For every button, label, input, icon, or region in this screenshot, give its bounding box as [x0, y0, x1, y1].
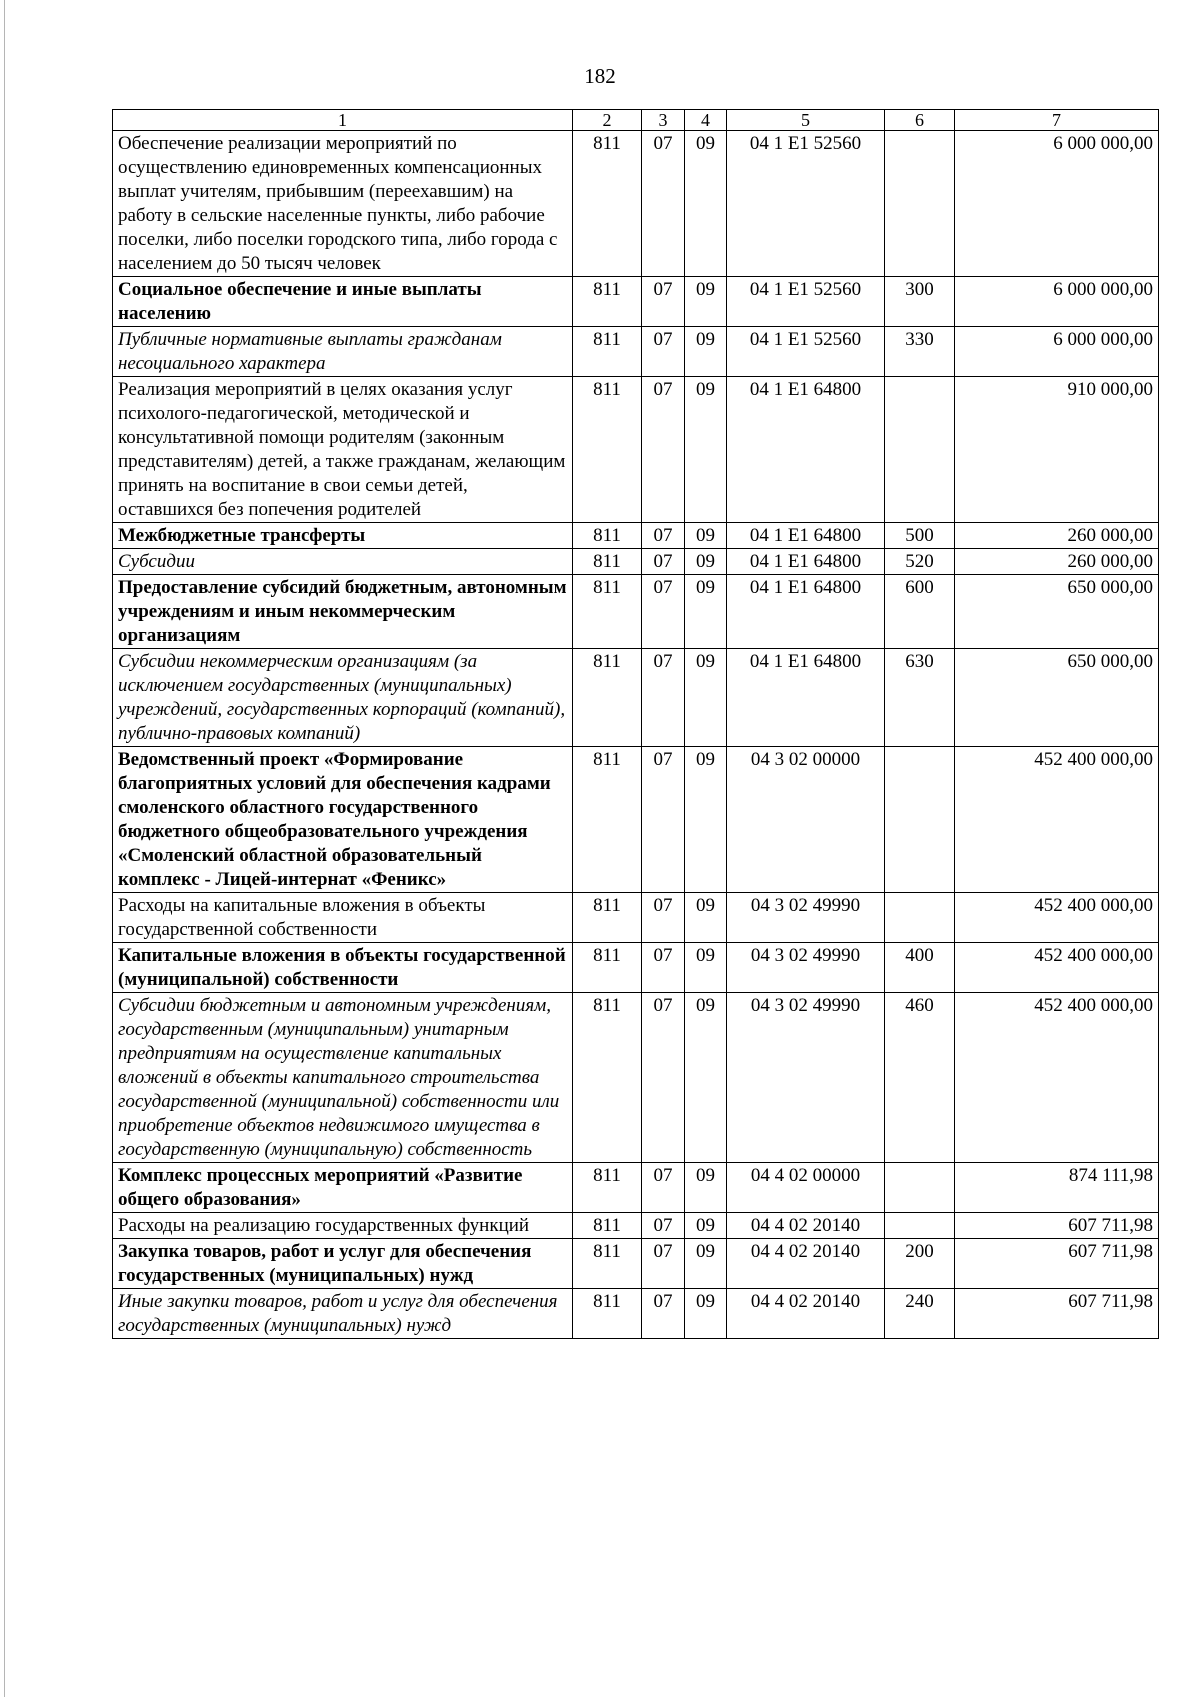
header-cell: 4 [685, 110, 727, 131]
row-gr-cell: 811 [573, 747, 642, 893]
row-sum-cell: 452 400 000,00 [955, 747, 1159, 893]
row-rz-cell: 07 [642, 327, 685, 377]
scan-edge [4, 0, 5, 1697]
row-vr-cell: 200 [885, 1239, 955, 1289]
header-cell: 5 [727, 110, 885, 131]
row-vr-cell [885, 377, 955, 523]
row-vr-cell: 500 [885, 523, 955, 549]
row-pr-cell: 09 [685, 523, 727, 549]
table-row [113, 1239, 1159, 1289]
row-vr-cell [885, 893, 955, 943]
row-gr-cell: 811 [573, 943, 642, 993]
row-name-cell: Реализация мероприятий в целях оказания услуг психолого-педагогической, методической и консультативной помощи родителям (законным представителям) детей, а также гражданам, желающим принять на воспитание в свои семьи детей, оставшихся без попечения родителей [113, 377, 573, 523]
table-row [113, 277, 1159, 327]
table-row [113, 943, 1159, 993]
row-sum-cell: 874 111,98 [955, 1163, 1159, 1213]
table-row [113, 549, 1159, 575]
row-pr-cell: 09 [685, 1239, 727, 1289]
row-name-cell: Социальное обеспечение и иные выплаты населению [113, 277, 573, 327]
row-kcsr-cell: 04 3 02 49990 [727, 943, 885, 993]
row-kcsr-cell: 04 1 E1 64800 [727, 649, 885, 747]
row-sum-cell: 607 711,98 [955, 1213, 1159, 1239]
row-pr-cell: 09 [685, 1289, 727, 1339]
row-vr-cell [885, 1213, 955, 1239]
row-rz-cell: 07 [642, 747, 685, 893]
row-pr-cell: 09 [685, 377, 727, 523]
row-sum-cell: 260 000,00 [955, 523, 1159, 549]
row-rz-cell: 07 [642, 993, 685, 1163]
row-gr-cell: 811 [573, 549, 642, 575]
row-pr-cell: 09 [685, 1213, 727, 1239]
row-sum-cell: 452 400 000,00 [955, 943, 1159, 993]
row-name-cell: Капитальные вложения в объекты государственной (муниципальной) собственности [113, 943, 573, 993]
row-rz-cell: 07 [642, 1213, 685, 1239]
row-kcsr-cell: 04 1 E1 64800 [727, 377, 885, 523]
row-gr-cell: 811 [573, 1239, 642, 1289]
row-vr-cell: 600 [885, 575, 955, 649]
row-name-cell: Расходы на реализацию государственных функций [113, 1213, 573, 1239]
row-sum-cell: 6 000 000,00 [955, 131, 1159, 277]
row-gr-cell: 811 [573, 523, 642, 549]
row-rz-cell: 07 [642, 549, 685, 575]
row-kcsr-cell: 04 4 02 20140 [727, 1289, 885, 1339]
table-row [113, 747, 1159, 893]
table-row [113, 649, 1159, 747]
row-sum-cell: 607 711,98 [955, 1289, 1159, 1339]
row-name-cell: Обеспечение реализации мероприятий по осуществлению единовременных компенсационных выплат учителям, прибывшим (переехавшим) на работу в сельские населенные пункты, либо рабочие поселки, либо поселки городского типа, либо города с населением до 50 тысяч человек [113, 131, 573, 277]
row-vr-cell: 630 [885, 649, 955, 747]
row-kcsr-cell: 04 1 E1 64800 [727, 523, 885, 549]
row-pr-cell: 09 [685, 943, 727, 993]
table-row [113, 1289, 1159, 1339]
row-kcsr-cell: 04 3 02 49990 [727, 993, 885, 1163]
row-vr-cell [885, 747, 955, 893]
row-gr-cell: 811 [573, 377, 642, 523]
row-sum-cell: 650 000,00 [955, 575, 1159, 649]
row-sum-cell: 260 000,00 [955, 549, 1159, 575]
row-name-cell: Иные закупки товаров, работ и услуг для обеспечения государственных (муниципальных) нужд [113, 1289, 573, 1339]
row-pr-cell: 09 [685, 1163, 727, 1213]
row-sum-cell: 452 400 000,00 [955, 893, 1159, 943]
budget-table [112, 109, 1159, 1339]
row-name-cell: Ведомственный проект «Формирование благоприятных условий для обеспечения кадрами смоленского областного государственного бюджетного общеобразовательного учреждения «Смоленский областной образовательный комплекс - Лицей-интернат «Феникс» [113, 747, 573, 893]
row-rz-cell: 07 [642, 1239, 685, 1289]
row-gr-cell: 811 [573, 131, 642, 277]
row-kcsr-cell: 04 1 E1 52560 [727, 327, 885, 377]
row-name-cell: Предоставление субсидий бюджетным, автономным учреждениям и иным некоммерческим организациям [113, 575, 573, 649]
table-body [113, 110, 1159, 1339]
row-pr-cell: 09 [685, 649, 727, 747]
row-kcsr-cell: 04 4 02 20140 [727, 1239, 885, 1289]
row-name-cell: Субсидии [113, 549, 573, 575]
row-gr-cell: 811 [573, 1213, 642, 1239]
row-vr-cell: 240 [885, 1289, 955, 1339]
row-kcsr-cell: 04 1 E1 64800 [727, 575, 885, 649]
row-pr-cell: 09 [685, 747, 727, 893]
row-pr-cell: 09 [685, 549, 727, 575]
row-rz-cell: 07 [642, 277, 685, 327]
row-gr-cell: 811 [573, 1163, 642, 1213]
row-kcsr-cell: 04 1 E1 64800 [727, 549, 885, 575]
row-gr-cell: 811 [573, 893, 642, 943]
row-sum-cell: 452 400 000,00 [955, 993, 1159, 1163]
row-name-cell: Закупка товаров, работ и услуг для обеспечения государственных (муниципальных) нужд [113, 1239, 573, 1289]
row-pr-cell: 09 [685, 327, 727, 377]
row-gr-cell: 811 [573, 575, 642, 649]
row-kcsr-cell: 04 4 02 20140 [727, 1213, 885, 1239]
row-sum-cell: 607 711,98 [955, 1239, 1159, 1289]
row-gr-cell: 811 [573, 1289, 642, 1339]
row-kcsr-cell: 04 3 02 49990 [727, 893, 885, 943]
row-vr-cell [885, 1163, 955, 1213]
row-kcsr-cell: 04 3 02 00000 [727, 747, 885, 893]
table-row [113, 131, 1159, 277]
table-row [113, 993, 1159, 1163]
row-vr-cell: 330 [885, 327, 955, 377]
table-header-row [113, 110, 1159, 131]
row-rz-cell: 07 [642, 943, 685, 993]
header-cell: 2 [573, 110, 642, 131]
row-pr-cell: 09 [685, 277, 727, 327]
row-name-cell: Субсидии некоммерческим организациям (за исключением государственных (муниципальных) учреждений, государственных корпораций (компаний), публично-правовых компаний) [113, 649, 573, 747]
row-rz-cell: 07 [642, 1163, 685, 1213]
table-row [113, 327, 1159, 377]
table-row [113, 1163, 1159, 1213]
row-gr-cell: 811 [573, 993, 642, 1163]
row-rz-cell: 07 [642, 1289, 685, 1339]
row-rz-cell: 07 [642, 131, 685, 277]
header-cell: 1 [113, 110, 573, 131]
row-rz-cell: 07 [642, 523, 685, 549]
row-vr-cell: 460 [885, 993, 955, 1163]
row-gr-cell: 811 [573, 327, 642, 377]
row-name-cell: Публичные нормативные выплаты гражданам несоциального характера [113, 327, 573, 377]
row-vr-cell [885, 131, 955, 277]
row-rz-cell: 07 [642, 649, 685, 747]
row-sum-cell: 910 000,00 [955, 377, 1159, 523]
row-vr-cell: 400 [885, 943, 955, 993]
row-rz-cell: 07 [642, 893, 685, 943]
table-row [113, 523, 1159, 549]
row-kcsr-cell: 04 1 E1 52560 [727, 131, 885, 277]
row-pr-cell: 09 [685, 131, 727, 277]
row-name-cell: Комплекс процессных мероприятий «Развитие общего образования» [113, 1163, 573, 1213]
row-sum-cell: 6 000 000,00 [955, 277, 1159, 327]
table-row [113, 377, 1159, 523]
row-kcsr-cell: 04 4 02 00000 [727, 1163, 885, 1213]
row-gr-cell: 811 [573, 277, 642, 327]
page-number: 182 [584, 64, 616, 88]
row-rz-cell: 07 [642, 575, 685, 649]
table-row [113, 575, 1159, 649]
row-name-cell: Субсидии бюджетным и автономным учреждениям, государственным (муниципальным) унитарным предприятиям на осуществление капитальных вложений в объекты капитального строительства государственной (муниципальной) собственности или приобретение объектов недвижимого имущества в государственную (муниципальную) собственность [113, 993, 573, 1163]
header-cell: 3 [642, 110, 685, 131]
row-name-cell: Межбюджетные трансферты [113, 523, 573, 549]
row-vr-cell: 520 [885, 549, 955, 575]
table-row [113, 893, 1159, 943]
table-row [113, 1213, 1159, 1239]
row-kcsr-cell: 04 1 E1 52560 [727, 277, 885, 327]
row-pr-cell: 09 [685, 893, 727, 943]
row-name-cell: Расходы на капитальные вложения в объекты государственной собственности [113, 893, 573, 943]
row-vr-cell: 300 [885, 277, 955, 327]
row-rz-cell: 07 [642, 377, 685, 523]
row-pr-cell: 09 [685, 993, 727, 1163]
row-sum-cell: 650 000,00 [955, 649, 1159, 747]
row-pr-cell: 09 [685, 575, 727, 649]
row-sum-cell: 6 000 000,00 [955, 327, 1159, 377]
header-cell: 6 [885, 110, 955, 131]
header-cell: 7 [955, 110, 1159, 131]
row-gr-cell: 811 [573, 649, 642, 747]
